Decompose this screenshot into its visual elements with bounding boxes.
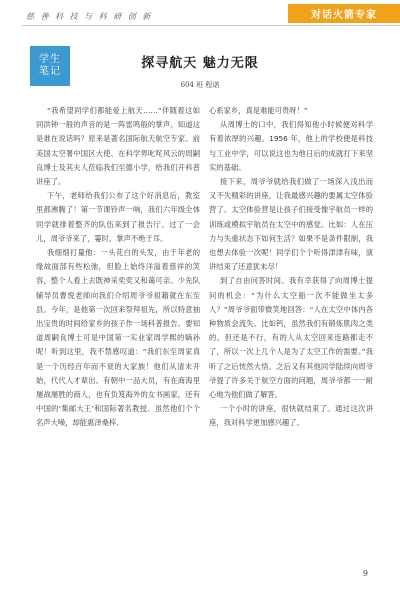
paragraph: 到了自由问答时间。我有幸获得了向周博士提问的机会：“为什么太空船一次不能做坐太多人？”周爷爷面带微笑地回答：“人在太空中体内各种物质会流失。比如钙，虽然我们有锻炼肌肉之类的，但还是不行，有的人从太空回来连路都走不了，所以一次上几个人是为了太空工作的需要。”我听了之后恍然大悟。之后又有其他同学陆续向周爷爷提了许多关于航空方面的问题，周爷爷都一一耐心地为他们做了解答。 [209, 276, 373, 400]
article-author: 604 班 程诺 [180, 81, 220, 89]
column-tag-line1: 学生 [39, 54, 61, 65]
paragraph: 一个小时的讲座，很快就结束了。通过这次讲座，我对科学更加感兴趣了。 [209, 404, 373, 428]
right-column [209, 104, 373, 431]
column-tag-line2: 笔记 [39, 66, 61, 77]
left-column [36, 104, 200, 431]
paragraph: 下午，老师给我们公布了这个好消息后，教室里都沸腾了！第一节课铃声一响，我们六年级全体同学就排着整齐的队伍来到了报告厅。过了一会儿，周爷爷来了，霎时，掌声不绝于耳。 [36, 191, 200, 243]
journal-name: 慈 善 科 技 与 科 研 创 新 [26, 12, 153, 21]
paragraph: 从周博士的口中，我们得知他小时候便对科学有着浓厚的兴趣。1956 年，他上的学校便是科技与工业中学，可以说这也为他日后的成就打下来坚实的基础。 [209, 120, 373, 172]
paragraph: “我希望同学们都能爱上航天……”伴随着这如同洪钟一般的声音的是一阵雷鸣般的掌声。知道这是谁在说话吗？原来是著名国际航天航空专家、前美国太空署中国区大使、在科学界叱咤风云的周嗣良博士及其夫人莅临我们至德小学，给我们开科普讲座了。 [36, 106, 200, 187]
paragraph: 接下来，周爷爷就给我们做了一场深入浅出而又不失精彩的讲座，让我最感兴趣的要属太空体验营了。太空体验营是让孩子们接受像宇航员一样的训练或模拟宇航员在太空中的感觉。比如：人在压力与失重状态下如何生活？如果不是条件限制，我也想去体验一次呢！同学们个个听得津津有味，演讲结束了还意犹未尽！ [209, 177, 373, 272]
page-number: 9 [362, 569, 368, 578]
paragraph: 我细细打量他：一头花白的头发，由于年老的缘故面部有些松弛，但脸上始终洋溢着慈祥的笑容，整个人看上去既神采奕奕又和蔼可亲。少先队辅导员曹悦老师向我们介绍周爷爷祖籍就在东至县。今年，是他第一次回来祭拜祖先，所以特意抽出宝贵的时间给家乡的孩子作一场科普报告。要知道周嗣良博士可是中国第一实业家周学熙的嫡孙呢！听到这里，我不禁感叹道：“我们东至周家真是一个历经百年而不衰的大家族！他们从清末开始，代代人才辈出。有朝中一品大员，有在商海里屡战屡胜的商人，也有负笈海外的女书画家，还有中国的‘集邮大王’和国际著名教授。虽然他们个个名声大噪，却能惠泽桑梓、 [36, 248, 200, 428]
paragraph: 心系家乡，真是难能可贵呀！” [209, 106, 308, 115]
section-banner: 对话火箭专家 [288, 4, 400, 23]
header-divider [22, 25, 400, 26]
article-title: 探寻航天 魅力无限 [141, 56, 259, 71]
